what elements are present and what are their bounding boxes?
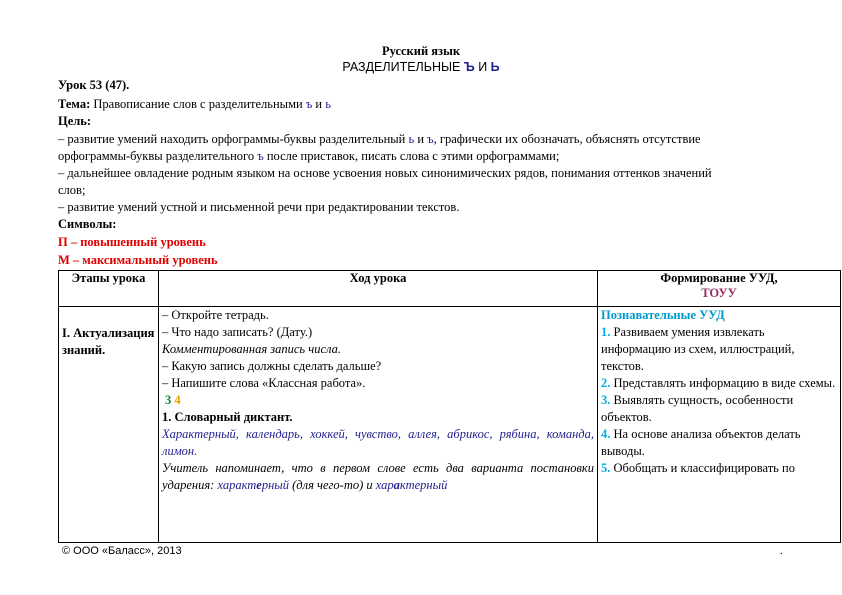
uud-item-text: Выявлять сущность, особенности объектов. bbox=[601, 393, 794, 424]
table-header-row bbox=[59, 271, 841, 307]
stress-word-1-a: характ bbox=[217, 478, 257, 492]
goal-1-soft: ь bbox=[408, 132, 415, 146]
stress-word-1-c: рный bbox=[261, 478, 290, 492]
theme-and: и bbox=[312, 97, 326, 111]
lesson-theme bbox=[58, 97, 331, 112]
topic-title bbox=[0, 60, 842, 74]
level-digit-3: 3 bbox=[165, 393, 172, 407]
stress-word-2-c: ктерный bbox=[399, 478, 448, 492]
goal-1-and: и bbox=[414, 132, 428, 146]
uud-item-text: На основе анализа объектов делать выводы. bbox=[601, 427, 801, 458]
goal-1-text-b: , графически их обозначать, объяснять отсутствие bbox=[433, 132, 701, 146]
header-uud bbox=[598, 271, 841, 307]
theme-text: Правописание слов с разделительными bbox=[90, 97, 306, 111]
stress-word-2 bbox=[376, 478, 448, 492]
uud-item-text: Развиваем умения извлекать информацию из схем, иллюстраций, текстов. bbox=[601, 325, 795, 373]
dictation-words: Характерный, календарь, хоккей, чувство, аллея, абрикос, рябина, команда, лимон. bbox=[162, 427, 594, 458]
stage-1-label: I. Актуализация знаний. bbox=[62, 326, 155, 357]
goal-3: – развитие умений устной и письменной речи при редактировании текстов. bbox=[58, 200, 460, 214]
goal-2-line-2: слов; bbox=[58, 183, 86, 197]
symbols-label: Символы: bbox=[58, 217, 117, 231]
lesson-number: Урок 53 (47). bbox=[58, 78, 130, 92]
topic-hard-sign: Ъ bbox=[463, 60, 475, 74]
subject-title: Русский язык bbox=[381, 44, 461, 58]
goal-2-line-1: – дальнейшее овладение родным языком на основе усвоения новых синонимических рядов, понимания оттенков значений bbox=[58, 166, 712, 180]
uud-title: Познавательные УУД bbox=[601, 308, 725, 322]
topic-and: И bbox=[474, 60, 491, 74]
course-line: – Откройте тетрадь. bbox=[162, 308, 269, 322]
stage-cell bbox=[59, 307, 159, 543]
uud-item bbox=[601, 460, 837, 477]
course-line: – Напишите слова «Классная работа». bbox=[162, 376, 366, 390]
uud-item-number: 2. bbox=[601, 376, 611, 390]
theme-label: Тема: bbox=[58, 97, 91, 111]
stress-word-2-vowel: а bbox=[393, 478, 400, 492]
course-cell bbox=[159, 307, 598, 543]
footer-dot: . bbox=[780, 545, 783, 557]
stress-word-1-vowel: е bbox=[256, 478, 262, 492]
uud-item bbox=[601, 426, 837, 460]
uud-item-text: Представлять информацию в виде схемы. bbox=[610, 376, 836, 390]
goal-1-text-a: – развитие умений находить орфограммы-буквы разделительный bbox=[58, 132, 409, 146]
goal-1-hard: ъ bbox=[427, 132, 434, 146]
uud-cell bbox=[598, 307, 841, 543]
goal-1-line-1 bbox=[58, 132, 701, 147]
uud-item-number: 4. bbox=[601, 427, 611, 441]
teacher-note-text: Учитель напоминает, что в первом слове есть два варианта постановки ударения: bbox=[162, 461, 594, 492]
teacher-note bbox=[162, 460, 594, 494]
stress-word-2-a: хар bbox=[375, 478, 394, 492]
symbol-p: П – повышенный уровень bbox=[58, 235, 206, 249]
uud-item-number: 1. bbox=[601, 325, 611, 339]
topic-prefix: РАЗДЕЛИТЕЛЬНЫЕ bbox=[342, 60, 464, 74]
uud-item-number: 5. bbox=[601, 461, 611, 475]
footer-copyright: © ООО «Баласс», 2013 bbox=[62, 545, 182, 557]
header-stages: Этапы урока bbox=[59, 271, 159, 307]
goal-1-text-d: после приставок, писать слова с этими орфограммами; bbox=[263, 149, 560, 163]
course-line: – Какую запись должны сделать дальше? bbox=[162, 359, 382, 373]
header-uud-label: Формирование УУД, bbox=[660, 271, 778, 285]
header-touu: ТОУУ bbox=[701, 286, 737, 300]
teacher-note-mid: (для чего-то) и bbox=[289, 478, 376, 492]
level-digits bbox=[162, 392, 594, 409]
dictation-title: 1. Словарный диктант. bbox=[162, 410, 293, 424]
goal-label: Цель: bbox=[58, 114, 92, 128]
goal-1-text-c: орфограммы-буквы разделительного bbox=[58, 149, 258, 163]
goal-1-line-2 bbox=[58, 149, 559, 164]
theme-soft: ь bbox=[325, 97, 331, 111]
uud-item-text: Обобщать и классифицировать по bbox=[610, 461, 795, 475]
table-row bbox=[59, 307, 841, 543]
course-line: Комментированная запись числа. bbox=[162, 342, 341, 356]
stress-word-1 bbox=[217, 478, 289, 492]
lesson-table bbox=[58, 270, 841, 543]
symbol-m: М – максимальный уровень bbox=[58, 253, 218, 267]
uud-item bbox=[601, 392, 837, 426]
topic-soft-sign: Ь bbox=[490, 60, 500, 74]
uud-item bbox=[601, 375, 837, 392]
course-line: – Что надо записать? (Дату.) bbox=[162, 325, 313, 339]
uud-item bbox=[601, 324, 837, 375]
goal-1-hard-2: ъ bbox=[257, 149, 264, 163]
uud-item-number: 3. bbox=[601, 393, 611, 407]
level-digit-4: 4 bbox=[174, 393, 181, 407]
header-course: Ход урока bbox=[159, 271, 598, 307]
theme-hard: ъ bbox=[305, 97, 313, 111]
